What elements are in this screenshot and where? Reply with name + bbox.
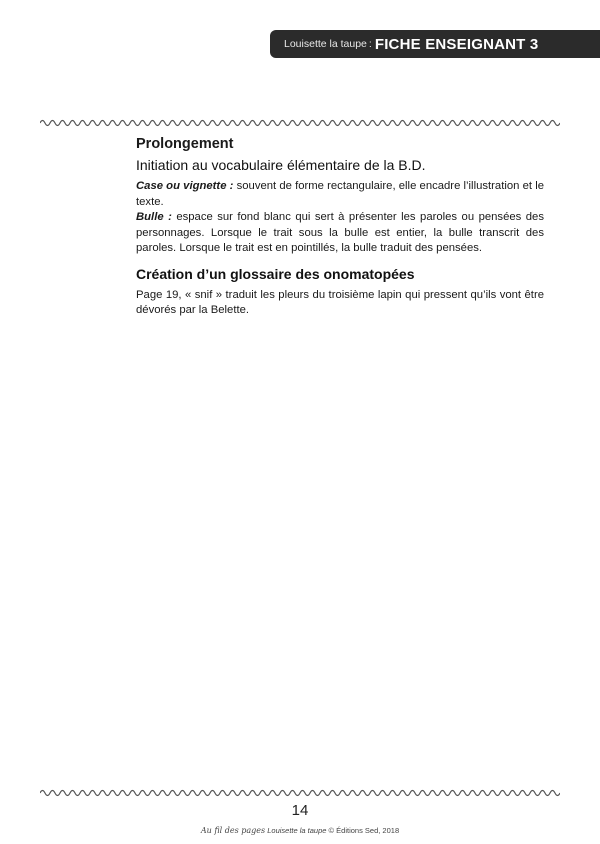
footer-series-logo: Au fil des pages <box>200 826 266 835</box>
footer-copyright: © Éditions Sed, 2018 <box>328 826 400 835</box>
wave-divider-top <box>40 116 560 130</box>
wave-divider-bottom <box>40 786 560 800</box>
subsection-title-bd-vocabulary: Initiation au vocabulaire élémentaire de la B.D. <box>136 157 426 173</box>
page-number: 14 <box>291 802 309 819</box>
definition-bulle <box>136 210 544 257</box>
main-content <box>136 136 544 319</box>
footer-credits <box>0 826 600 835</box>
section-title: Prolongement <box>136 136 234 152</box>
header-separator: : <box>368 38 372 50</box>
subsection-title-onomatopoeia: Création d’un glossaire des onomatopées <box>136 265 415 282</box>
definition-term: Case ou vignette : <box>136 180 234 192</box>
footer-book-title: Louisette la taupe <box>267 826 327 835</box>
header-series-name: Louisette la taupe <box>284 38 367 50</box>
definition-text: espace sur fond blanc qui sert à présenter les paroles ou pensées des personnages. Lorsque le trait sous la bulle est entier, la bulle transcrit des paroles. Lorsque le trait est en pointillés, la bulle traduit des pensées. <box>136 211 544 254</box>
definition-term: Bulle : <box>136 211 172 223</box>
onomatopoeia-paragraph: Page 19, « snif » traduit les pleurs du troisième lapin qui pressent qu’ils vont être dévorés par la Belette. <box>136 288 544 316</box>
header-title: FICHE ENSEIGNANT 3 <box>374 35 539 53</box>
definition-case-vignette <box>136 179 544 210</box>
definition-text: souvent de forme rectangulaire, elle encadre l’illustration et le texte. <box>136 180 544 208</box>
header-bar <box>270 30 600 58</box>
